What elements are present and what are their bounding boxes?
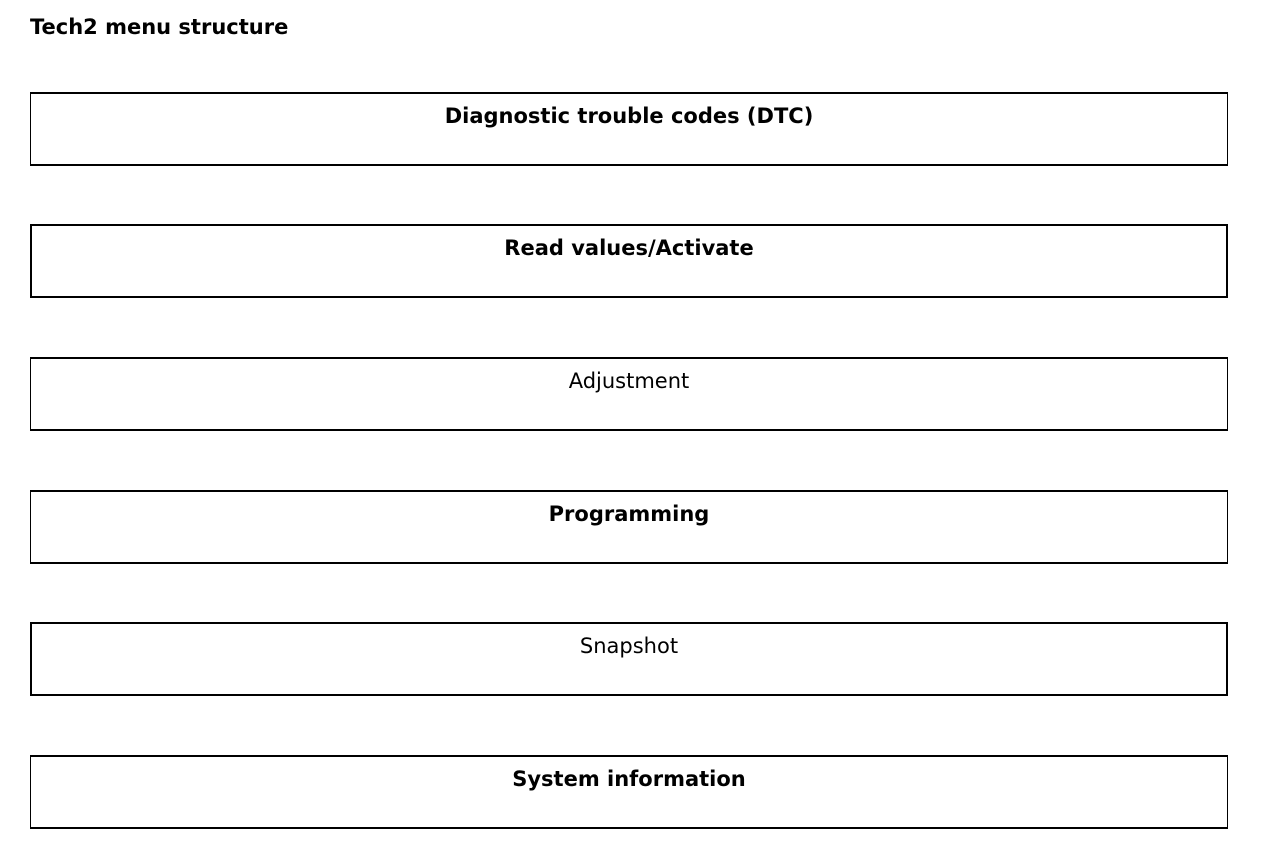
menu-item-label: Adjustment	[568, 369, 690, 393]
menu-item-label: Programming	[548, 502, 710, 526]
page-title: Tech2 menu structure	[30, 15, 289, 39]
menu-item-snapshot[interactable]	[30, 622, 1228, 696]
menu-item-label: Snapshot	[579, 634, 679, 658]
menu-item-label: Diagnostic trouble codes (DTC)	[444, 104, 814, 128]
menu-item-adjustment[interactable]	[30, 357, 1228, 431]
menu-item-system-information[interactable]	[30, 755, 1228, 829]
menu-item-label: System information	[512, 767, 746, 791]
menu-item-diagnostic-trouble-codes[interactable]	[30, 92, 1228, 166]
menu-item-label: Read values/Activate	[504, 236, 754, 260]
menu-item-programming[interactable]	[30, 490, 1228, 564]
menu-item-read-values-activate[interactable]	[30, 224, 1228, 298]
